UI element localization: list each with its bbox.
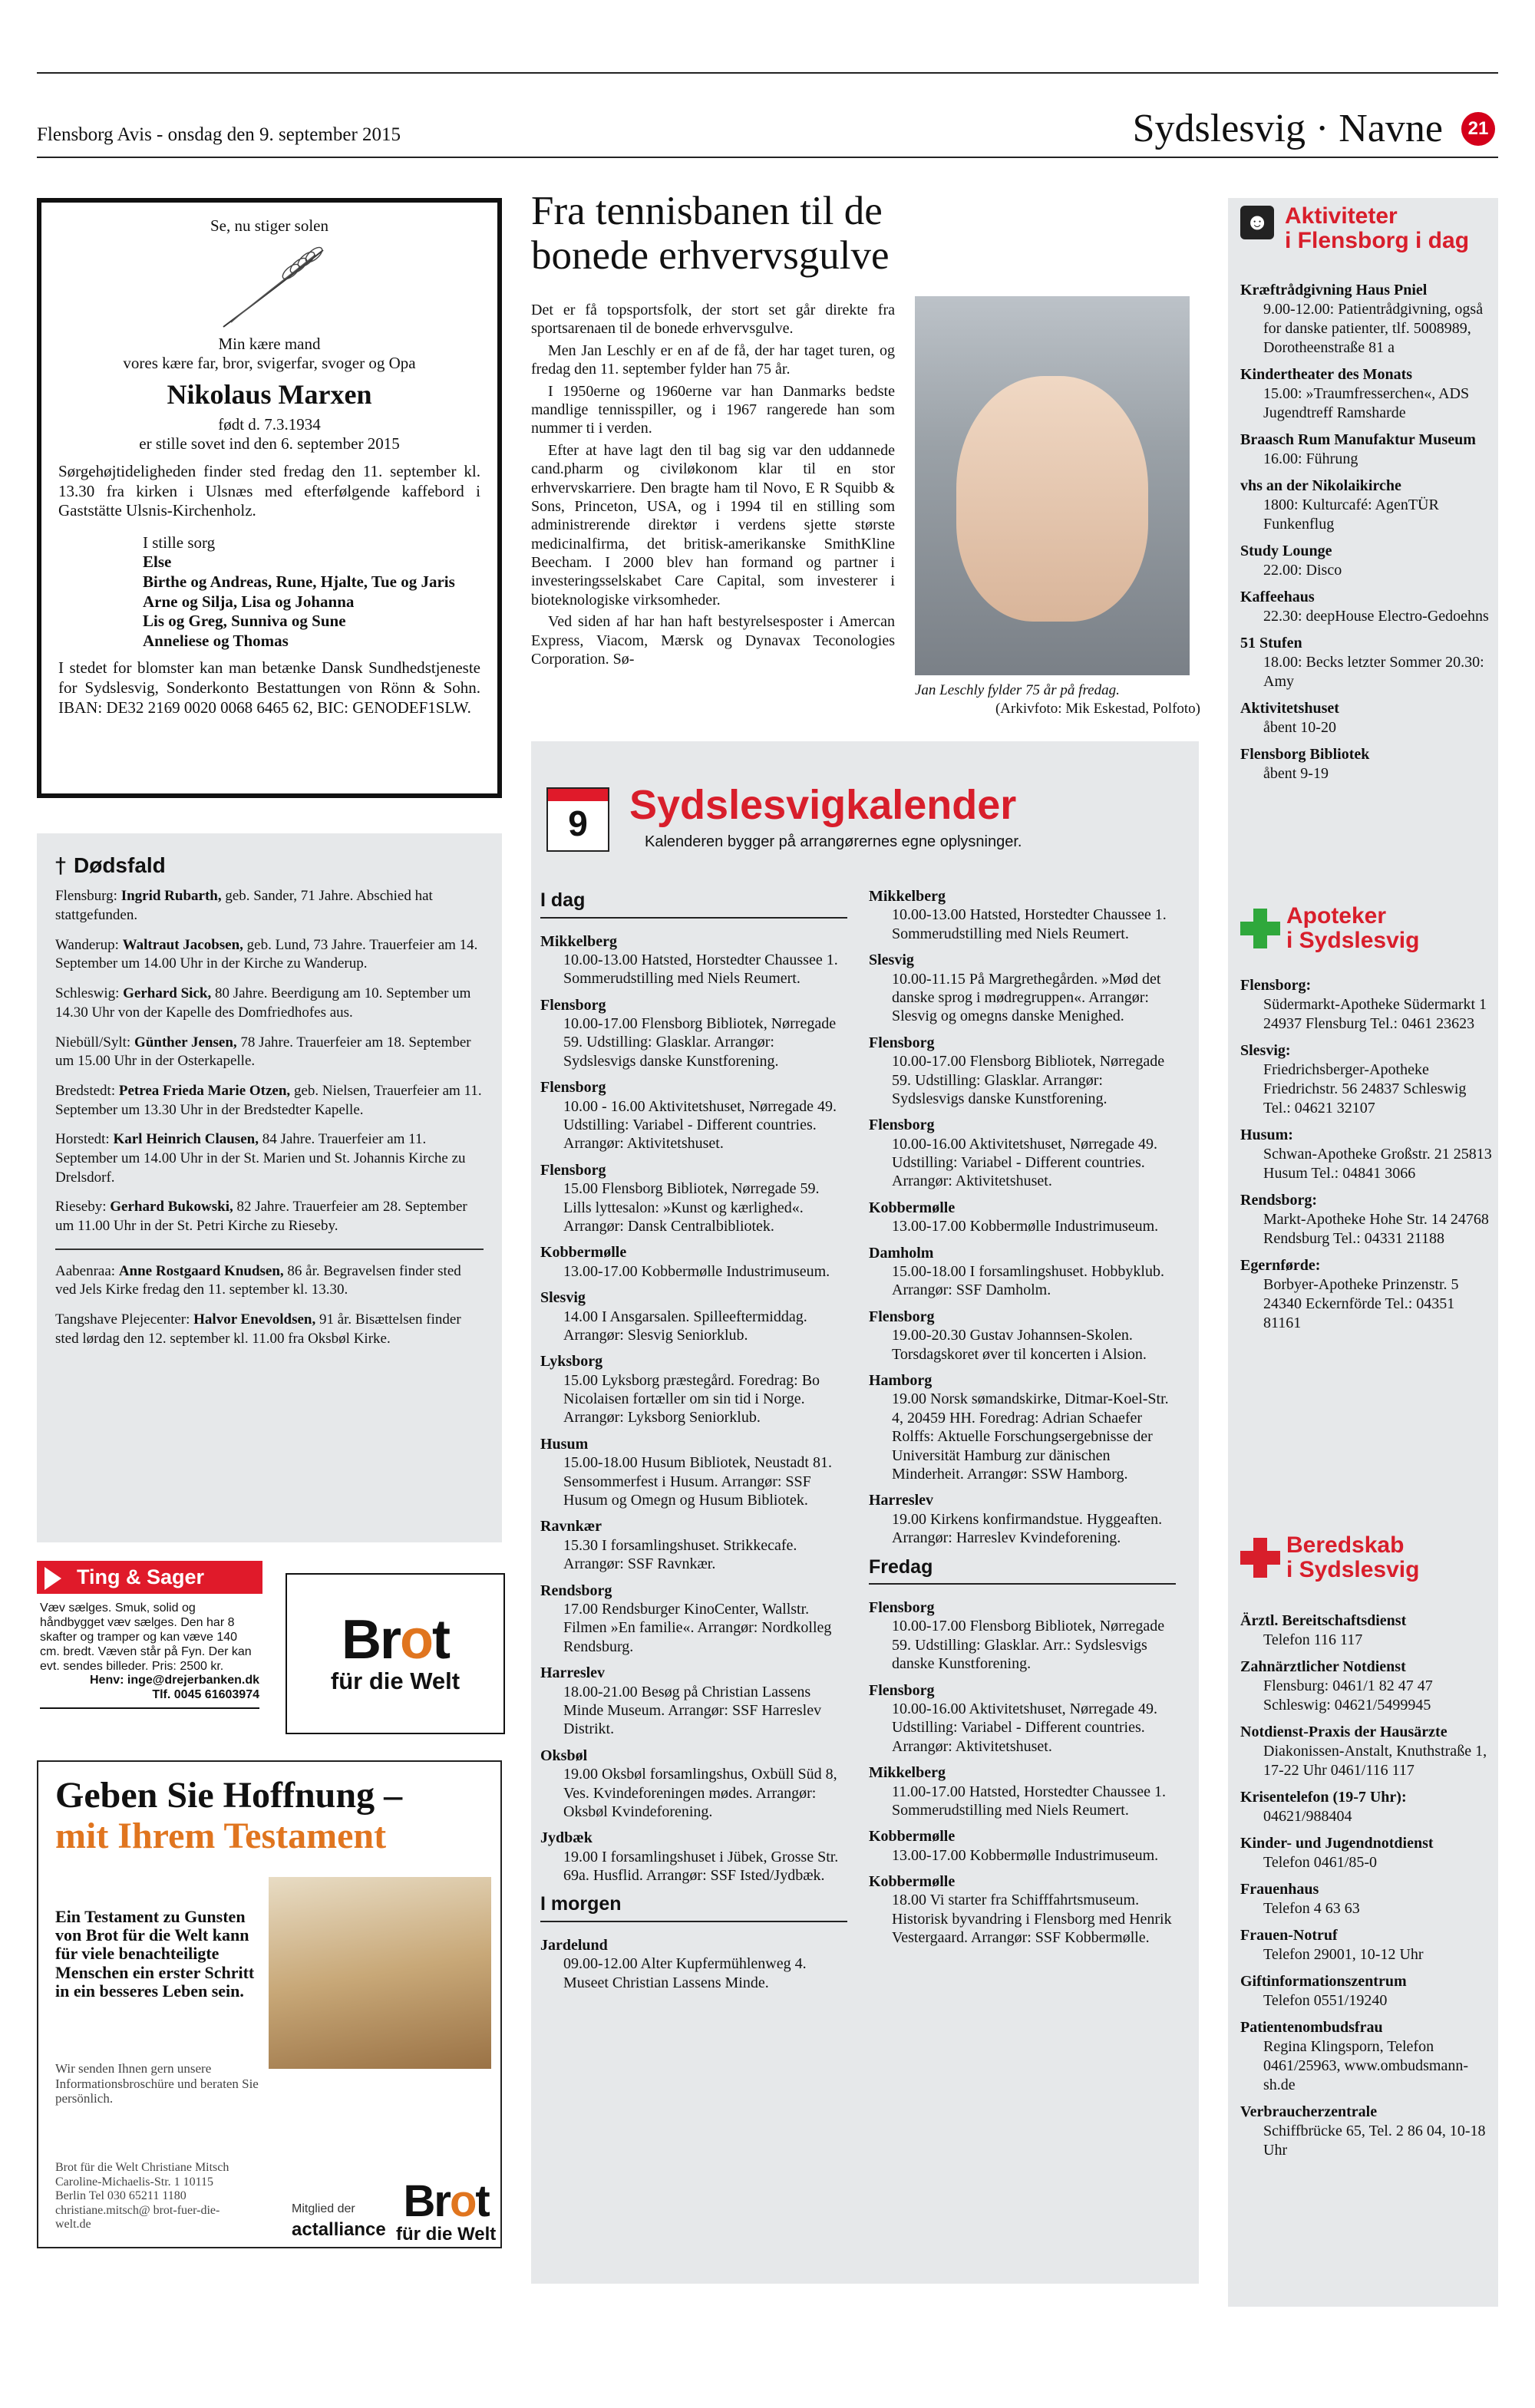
emergency-item: [1240, 1611, 1494, 1650]
testament-info: Wir senden Ihnen gern unsere Informationsbroschüre und beraten Sie persönlich.: [55, 2061, 259, 2106]
mourner: Lis og Greg, Sunniva og Sune: [143, 612, 346, 631]
event-place: Hamborg: [869, 1371, 933, 1389]
event-details: 09.00-12.00 Alter Kupfermühlenweg 4. Museet Christian Lassens Minde.: [563, 1955, 807, 1991]
event-place: Slesvig: [869, 952, 914, 969]
emergency-item-details: Diakonissen-Anstalt, Knuthstraße 1, 17-22 Uhr 0461/116 117: [1263, 1743, 1487, 1779]
cross-icon: †: [55, 853, 66, 878]
emergency-item: [1240, 2018, 1494, 2095]
article-paragraph: Efter at have lagt den til bag sig var den uddannede cand.pharm og civiløkonom klar til en stor erhvervskarriere. Den bragte ham til Novo, E R Squibb & Sons, Princeton, USA, og i 1994 til en stilling som administrerende direktør i verdens sjette største medicinalfirma, det britisk-amerikanske SmithKline Beecham. I 2000 blev han formand og partner i investeringsselskabet Care Capital, som investerer i bioteknologiske virksomheder.: [531, 441, 895, 609]
calendar-event: [540, 1582, 847, 1657]
mourner: Else: [143, 553, 172, 572]
calendar-event: [869, 1491, 1176, 1547]
activities-item: [1240, 430, 1494, 469]
calendar-day-heading: Fredag: [869, 1555, 1176, 1585]
member-label: Mitglied der: [292, 2202, 355, 2215]
emergency-item-details: Telefon 29001, 10-12 Uhr: [1263, 1946, 1424, 1963]
event-details: 10.00-16.00 Aktivitetshuset, Nørregade 49. Udstilling: Variabel - Different countries. Arrangør: Aktivitetshuset.: [892, 1135, 1158, 1190]
death-place: Aabenraa:: [55, 1262, 116, 1279]
brot-fuer-die-welt-ad: [286, 1573, 505, 1734]
event-place: Flensborg: [540, 996, 606, 1014]
funeral-service: Sørgehøjtideligheden finder sted fredag den 11. september kl. 13.30 fra kirken i Ulsnæs med efterfølgende kaffebord i Gaststätte Ulsnis-Kirchenholz.: [58, 461, 480, 520]
event-details: 19.00 I forsamlingshuset i Jübek, Grosse Str. 69a. Husflid. Arrangør: SSF Isted/Jydbæk.: [563, 1848, 839, 1885]
deaths-divider: [55, 1249, 484, 1250]
death-name: Gerhard Bukowski,: [110, 1199, 233, 1216]
event-place: Damholm: [869, 1244, 934, 1262]
activities-item-details: 15.00: »Traumfresserchen«, ADS Jugendtreff Ramsharde: [1263, 385, 1470, 421]
event-place: Flensborg: [540, 1161, 606, 1179]
info-sidebar: [1228, 198, 1498, 2307]
activities-item-details: 22.30: deepHouse Electro-Gedoehns: [1263, 608, 1489, 625]
deaths-list: [55, 887, 484, 1235]
calendar-day-heading: I dag: [540, 889, 847, 919]
death-name: Karl Heinrich Clausen,: [113, 1131, 259, 1148]
event-details: 18.00 Vi starter fra Schifffahrtsmuseum. Historisk byvandring i Flensborg med Henrik Vestergaard. Arrangør: SSF Kobbermølle.: [892, 1892, 1172, 1947]
death-details: 78 Jahre. Trauerfeier am 18. September um 15.00 Uhr in der Osterkapelle.: [55, 1034, 471, 1070]
activities-heading: Aktiviteter i Flensborg i dag: [1285, 203, 1470, 253]
donation-note: I stedet for blomster kan man betænke Dansk Sundhedstjeneste for Sydslesvig, Sonderkonto Bestattungen von Rönn & Sohn. IBAN: DE32 2169 0020 0068 6465 62, BIC: GENODEF1SLW.: [58, 658, 480, 717]
calendar-event: [540, 996, 847, 1071]
activities-item-details: 9.00-12.00: Patientrådgivning, også for danske patienter, tlf. 5008989, Dorotheenstraße 81 a: [1263, 301, 1484, 356]
death-details: 91 år. Bisættelsen finder sted lørdag den 12. september kl. 11.00 fra Oksbøl Kirke.: [55, 1311, 461, 1347]
wheat-icon: [208, 242, 331, 335]
masthead-date: Flensborg Avis - onsdag den 9. september 2015: [37, 124, 401, 145]
pharmacy-item-name: Egernførde:: [1240, 1257, 1321, 1274]
activities-item-name: Aktivitetshuset: [1240, 700, 1339, 717]
death-entry: [55, 1034, 484, 1071]
event-place: Mikkelberg: [869, 888, 946, 905]
death-place: Rieseby:: [55, 1199, 107, 1216]
emergency-item: [1240, 1972, 1494, 2011]
death-name: Halvor Enevoldsen,: [193, 1311, 316, 1328]
emergency-item-name: Patientenombudsfrau: [1240, 2019, 1383, 2036]
activities-item: [1240, 588, 1494, 626]
deaths-panel: [37, 833, 502, 1542]
emergency-item-name: Frauen-Notruf: [1240, 1927, 1338, 1944]
pharmacy-item-name: Slesvig:: [1240, 1042, 1291, 1059]
emergency-item: [1240, 1834, 1494, 1872]
calendar-event: [869, 887, 1176, 943]
pharmacy-item-details: Südermarkt-Apotheke Südermarkt 1 24937 Flensburg Tel.: 0461 23623: [1263, 996, 1487, 1032]
event-place: Flensborg: [869, 1117, 935, 1134]
death-details: geb. Sander, 71 Jahre. Abschied hat stattgefunden.: [55, 888, 433, 924]
actalliance-logo: actalliance: [292, 2219, 386, 2240]
event-place: Kobbermølle: [869, 1873, 956, 1891]
event-details: 10.00 - 16.00 Aktivitetshuset, Nørregade 49. Udstilling: Variabel - Different countries. Arrangør: Aktivitetshuset.: [563, 1097, 837, 1153]
death-entry: [55, 985, 484, 1022]
classified-heading: Ting & Sager: [37, 1561, 262, 1594]
death-details: 80 Jahre. Beerdigung am 10. September um 14.30 Uhr von der Kapelle des Domfriedhofes aus.: [55, 985, 471, 1021]
emergency-item-name: Kinder- und Jugendnotdienst: [1240, 1835, 1434, 1852]
mourner: Anneliese og Thomas: [143, 631, 289, 650]
calendar-event: [869, 1199, 1176, 1236]
calendar-title: Sydslesvigkalender: [629, 782, 1017, 828]
death-details: geb. Lund, 73 Jahre. Trauerfeier am 14. September um 14.00 Uhr in der Kirche zu Wanderup.: [55, 936, 478, 972]
testament-headline: Geben Sie Hoffnung – mit Ihrem Testament: [55, 1775, 403, 1856]
death-entry: [55, 1082, 484, 1120]
emergency-item-name: Frauenhaus: [1240, 1881, 1319, 1898]
event-details: 13.00-17.00 Kobbermølle Industrimuseum.: [563, 1262, 830, 1280]
calendar-event: [540, 1747, 847, 1822]
emergency-item-details: Flensburg: 0461/1 82 47 47 Schleswig: 04621/5499945: [1263, 1677, 1433, 1714]
activities-item-name: 51 Stufen: [1240, 635, 1302, 651]
emergency-item: [1240, 1723, 1494, 1780]
calendar-event: [869, 1827, 1176, 1865]
calendar-subtitle: Kalenderen bygger på arrangørernes egne oplysninger.: [645, 833, 1022, 850]
testament-text: Ein Testament zu Gunsten von Brot für die Welt kann für viele benachteiligte Menschen ein erster Schritt in ein besseres Leben sein.: [55, 1907, 255, 2001]
event-details: 19.00 Oksbøl forsamlingshus, Oxbüll Süd 8, Ves. Kvindeforeningen mødes. Arrangør: Oksbøl Kvindeforening.: [563, 1766, 837, 1820]
page-number-badge: 21: [1461, 112, 1495, 146]
activities-item: [1240, 281, 1494, 358]
death-name: Gerhard Sick,: [123, 985, 212, 1002]
calendar-event: [869, 1244, 1176, 1300]
event-details: 15.00 Lyksborg præstegård. Foredrag: Bo Nicolaisen fortæller om sin tid i Norge. Arrangør: Lyksborg Seniorklub.: [563, 1371, 820, 1427]
calendar-day-heading: I morgen: [540, 1892, 847, 1922]
emergency-item-name: Giftinformationszentrum: [1240, 1973, 1407, 1990]
pharmacy-item: [1240, 976, 1494, 1034]
testament-contact: Brot für die Welt Christiane Mitsch Caroline-Michaelis-Str. 1 10115 Berlin Tel 030 65211 1180 christiane.mitsch@ brot-fuer-die-welt.de: [55, 2161, 229, 2232]
emergency-item-details: Regina Klingsporn, Telefon 0461/25963, www.ombudsmann-sh.de: [1263, 2038, 1469, 2093]
event-details: 10.00-17.00 Flensborg Bibliotek, Nørregade 59. Udstilling: Glasklar. Arrangør: Sydslesvigs danske Kunstforening.: [563, 1015, 837, 1070]
pharmacy-cross-icon: [1240, 909, 1280, 948]
activities-item-details: åbent 10-20: [1263, 719, 1336, 736]
death-entry: [55, 936, 484, 974]
emergency-item: [1240, 1880, 1494, 1918]
emergency-item: [1240, 1658, 1494, 1715]
calendar-event: [540, 1288, 847, 1344]
event-place: Kobbermølle: [869, 1199, 956, 1216]
emergency-item-details: Telefon 0551/19240: [1263, 1992, 1388, 2009]
death-name: Petrea Frieda Marie Otzen,: [118, 1082, 291, 1099]
activities-item-details: åbent 9-19: [1263, 765, 1329, 782]
calendar-event: [869, 1872, 1176, 1948]
pharmacy-item: [1240, 1256, 1494, 1333]
emergency-item-name: Zahnärztlicher Notdienst: [1240, 1658, 1406, 1675]
article-paragraph: Men Jan Leschly er en af de få, der har taget turen, og fredag den 11. september fylder han 75 år.: [531, 341, 895, 378]
event-details: 18.00-21.00 Besøg på Christian Lassens Minde Museum. Arrangør: SSF Harreslev Distrikt.: [563, 1683, 822, 1738]
calendar-event: [869, 951, 1176, 1026]
activities-item-name: Kaffeehaus: [1240, 589, 1315, 605]
event-details: 17.00 Rendsburger KinoCenter, Wallstr. Filmen »En familie«. Arrangør: Nordkolleg Rendsburg.: [563, 1601, 832, 1655]
activities-item: [1240, 365, 1494, 423]
classified-body: [37, 1594, 262, 1717]
pharmacy-item-details: Borbyer-Apotheke Prinzenstr. 5 24340 Eckernförde Tel.: 04351 81161: [1263, 1276, 1459, 1331]
calendar-event: [540, 1517, 847, 1573]
calendar-event: [540, 932, 847, 988]
article-paragraph: Ved siden af har han haft bestyrelsesposter i Amercan Express, Viacom, Mærsk og Dynavax Teconologies Corporation. Sø-: [531, 613, 895, 668]
mourner: Birthe og Andreas, Rune, Hjalte, Tue og Jaris: [143, 572, 455, 591]
classified-text: Væv sælges. Smuk, solid og håndbygget væv sælges. Den har 8 skafter og tramper og kan væve 140 cm. bredt. Væven står på Fyn. Der kan evt. sendes billeder. Pris: 2500 kr.: [40, 1601, 252, 1673]
event-details: 13.00-17.00 Kobbermølle Industrimuseum.: [892, 1218, 1159, 1235]
event-place: Husum: [540, 1435, 589, 1453]
activities-item-details: 1800: Kulturcafé: AgenTÜR Funkenflug: [1263, 496, 1439, 533]
obituary-intro2: vores kære far, bror, svigerfar, svoger og Opa: [123, 354, 416, 373]
death-place: Wanderup:: [55, 936, 119, 953]
emergency-item-name: Verbraucherzentrale: [1240, 2103, 1378, 2120]
event-details: 19.00 Kirkens konfirmandstue. Hyggeaften. Arrangør: Harreslev Kvindeforening.: [892, 1510, 1163, 1547]
calendar-panel: [531, 741, 1199, 2284]
calendar-event: [869, 1371, 1176, 1483]
event-details: 13.00-17.00 Kobbermølle Industrimuseum.: [892, 1846, 1159, 1864]
event-details: 19.00 Norsk sømandskirke, Ditmar-Koel-Str. 4, 20459 HH. Foredrag: Adrian Schaefer Rolffs: Aktuelle Forschungsergebnisse der Universität Hamburg zur dänischen Minderheit. Arrangør: SSW Hamborg.: [892, 1390, 1169, 1483]
emergency-item-details: Schiffbrücke 65, Tel. 2 86 04, 10-18 Uhr: [1263, 2123, 1486, 2159]
activities-item: [1240, 477, 1494, 534]
event-place: Mikkelberg: [869, 1764, 946, 1782]
activities-item-details: 22.00: Disco: [1263, 562, 1342, 579]
deaths-title: Dødsfald: [74, 853, 166, 877]
calendar-event: [540, 1936, 847, 1992]
pharmacy-item-name: Flensborg:: [1240, 977, 1312, 994]
death-name: Waltraut Jacobsen,: [122, 936, 243, 953]
brot-logo-sub: für die Welt: [330, 1667, 460, 1694]
event-place: Harreslev: [540, 1664, 606, 1682]
event-details: 15.00 Flensborg Bibliotek, Nørregade 59. Lills lyttesalon: »Kunst og kærlighed«. Arrangør: Dansk Centralbibliotek.: [563, 1180, 820, 1235]
deaths-list-denmark: [55, 1262, 484, 1349]
event-details: 11.00-17.00 Hatsted, Horstedter Chaussee 1. Sommerudstilling med Niels Reumert.: [892, 1783, 1166, 1819]
article-paragraph: Det er få topsportsfolk, der stort set går direkte fra sportsarenaen til de bonede erhvervsgulve.: [531, 302, 895, 338]
death-entry: [55, 887, 484, 925]
activities-item-name: Flensborg Bibliotek: [1240, 746, 1370, 763]
death-date: er stille sovet ind den 6. september 2015: [139, 434, 400, 454]
emergency-item: [1240, 1788, 1494, 1826]
event-details: 19.00-20.30 Gustav Johannsen-Skolen. Torsdagskoret øver til koncerten i Alsion.: [892, 1327, 1147, 1363]
event-details: 15.30 I forsamlingshuset. Strikkecafe. Arrangør: SSF Ravnkær.: [563, 1536, 797, 1573]
event-details: 14.00 I Ansgarsalen. Spilleeftermiddag. Arrangør: Slesvig Seniorklub.: [563, 1308, 807, 1344]
event-place: Jydbæk: [540, 1829, 593, 1847]
pharmacy-item-details: Schwan-Apotheke Großstr. 21 25813 Husum Tel.: 04841 3066: [1263, 1146, 1492, 1182]
event-details: 10.00-16.00 Aktivitetshuset, Nørregade 49. Udstilling: Variabel - Different countries. Arrangør: Aktivitetshuset.: [892, 1700, 1158, 1755]
calendar-event: [540, 1352, 847, 1427]
pharmacy-item: [1240, 1126, 1494, 1183]
event-place: Flensborg: [540, 1079, 606, 1097]
article-headline: Fra tennisbanen til de bonede erhvervsgulve: [531, 189, 890, 279]
pharmacy-heading: Apoteker i Sydslesvig: [1286, 903, 1420, 953]
emergency-item-name: Krisentelefon (19-7 Uhr):: [1240, 1789, 1407, 1806]
emergency-item-details: Telefon 4 63 63: [1263, 1900, 1360, 1917]
pharmacy-item: [1240, 1041, 1494, 1118]
article-paragraph: I 1950erne og 1960erne var han Danmarks bedste mandlige tennisspiller, og i 1967 rangerede han som nummer ti i verden.: [531, 382, 895, 437]
event-details: 10.00-13.00 Hatsted, Horstedter Chaussee 1. Sommerudstilling med Niels Reumert.: [563, 951, 838, 988]
obituary-intro1: Min kære mand: [218, 334, 321, 353]
activities-item-name: vhs an der Nikolaikirche: [1240, 477, 1401, 494]
brot-logo: Brot: [342, 1609, 449, 1671]
event-place: Harreslev: [869, 1492, 934, 1509]
calendar-icon: 9: [546, 787, 609, 852]
event-details: 15.00-18.00 I forsamlingshuset. Hobbyklub. Arrangør: SSF Damholm.: [892, 1263, 1164, 1299]
top-rule: [37, 72, 1498, 74]
emergency-item-details: 04621/988404: [1263, 1808, 1352, 1825]
death-entry: [55, 1262, 484, 1300]
calendar-event: [540, 1078, 847, 1153]
event-details: 15.00-18.00 Husum Bibliotek, Neustadt 81. Sensommerfest i Husum. Arrangør: SSF Husum og Omegn og Husum Bibliotek.: [563, 1454, 832, 1509]
calendar-event: [540, 1243, 847, 1281]
event-details: 10.00-13.00 Hatsted, Horstedter Chaussee 1. Sommerudstilling med Niels Reumert.: [892, 906, 1167, 942]
emergency-item-details: Telefon 0461/85-0: [1263, 1854, 1378, 1871]
calendar-event: [540, 1435, 847, 1510]
event-place: Flensborg: [869, 1034, 935, 1051]
classified-ad: [37, 1561, 262, 1742]
activities-item-details: 18.00: Becks letzter Sommer 20.30: Amy: [1263, 654, 1484, 690]
emergency-item: [1240, 1926, 1494, 1964]
calendar-event: [869, 1308, 1176, 1364]
event-place: Flensborg: [869, 1308, 935, 1325]
calendar-event: [869, 1763, 1176, 1819]
event-details: 10.00-11.15 På Margrethegården. »Mød det danske sprog i mødregruppen«. Arrangør: Slesvig og omegns danske Menighed.: [892, 970, 1161, 1025]
pharmacy-item-name: Rendsborg:: [1240, 1192, 1318, 1209]
emergency-cross-icon: [1240, 1538, 1280, 1578]
section-title: Sydslesvig · Navne: [1132, 107, 1443, 150]
event-details: 10.00-17.00 Flensborg Bibliotek, Nørregade 59. Udstilling: Glasklar. Arrangør: Sydslesvigs danske Kunstforening.: [892, 1053, 1165, 1107]
activities-item: [1240, 542, 1494, 580]
calendar-event: [869, 1034, 1176, 1109]
death-entry: [55, 1130, 484, 1187]
event-place: Ravnkær: [540, 1518, 602, 1536]
pharmacy-item: [1240, 1191, 1494, 1249]
activities-item-name: Study Lounge: [1240, 543, 1332, 559]
deaths-heading: [55, 852, 484, 879]
activities-item-name: Kræftrådgivning Haus Pniel: [1240, 282, 1428, 299]
birth-date: født d. 7.3.1934: [218, 414, 321, 434]
death-place: Bredstedt:: [55, 1082, 116, 1099]
event-place: Oksbøl: [540, 1747, 588, 1764]
mourners-heading: I stille sorg: [143, 533, 216, 552]
event-place: Flensborg: [869, 1599, 935, 1616]
calendar-event: [869, 1598, 1176, 1674]
death-name: Günther Jensen,: [134, 1034, 237, 1051]
activities-list: [1240, 281, 1494, 791]
calendar-event: [540, 1664, 847, 1739]
event-place: Rendsborg: [540, 1582, 612, 1599]
emergency-list: [1240, 1611, 1494, 2168]
activities-item: [1240, 634, 1494, 691]
death-details: 86 år. Begravelsen finder sted ved Jels Kirke fredag den 11. september kl. 13.30.: [55, 1262, 461, 1298]
header-rule: [37, 157, 1498, 158]
event-details: 10.00-17.00 Flensborg Bibliotek, Nørregade 59. Udstilling: Glasklar. Arr.: Sydslesvigs danske Kunstforening.: [892, 1618, 1165, 1673]
mourner: Arne og Silja, Lisa og Johanna: [143, 592, 355, 611]
event-place: Kobbermølle: [540, 1244, 627, 1262]
article-body: [531, 301, 895, 671]
activities-item-details: 16.00: Führung: [1263, 450, 1358, 467]
children-photo: [269, 1877, 491, 2069]
calendar-event: [540, 1161, 847, 1236]
event-place: Slesvig: [540, 1289, 586, 1307]
emergency-item-name: Ärztl. Bereitschaftsdienst: [1240, 1612, 1407, 1629]
classified-email: Henv: inge@drejerbanken.dk: [90, 1674, 259, 1687]
death-details: 82 Jahre. Trauerfeier am 28. September um 11.00 Uhr in der St. Petri Kirche zu Rieseby.: [55, 1199, 467, 1235]
pharmacy-list: [1240, 976, 1494, 1341]
classified-rule: [40, 1707, 259, 1709]
death-entry: [55, 1198, 484, 1235]
activity-person-icon: ☻: [1240, 206, 1274, 239]
photo-caption: Jan Leschly fylder 75 år på fredag. (Arkivfoto: Mik Eskestad, Polfoto): [915, 682, 1200, 717]
brot-logo-small: Brot für die Welt: [396, 2176, 497, 2245]
event-place: Mikkelberg: [540, 932, 617, 950]
calendar-event: [869, 1116, 1176, 1191]
event-place: Kobbermølle: [869, 1828, 956, 1846]
activities-item-name: Braasch Rum Manufaktur Museum: [1240, 431, 1476, 448]
obituary-box: [37, 198, 502, 798]
pharmacy-item-details: Friedrichsberger-Apotheke Friedrichstr. 56 24837 Schleswig Tel.: 04621 32107: [1263, 1061, 1467, 1117]
event-place: Flensborg: [869, 1681, 935, 1699]
event-place: Lyksborg: [540, 1353, 603, 1371]
death-name: Ingrid Rubarth,: [120, 888, 222, 905]
emergency-item-name: Notdienst-Praxis der Hausärzte: [1240, 1724, 1448, 1740]
death-place: Schleswig:: [55, 985, 120, 1002]
death-place: Tangshave Plejecenter:: [55, 1311, 190, 1328]
deceased-name: Nikolaus Marxen: [167, 378, 372, 410]
activities-item: [1240, 745, 1494, 783]
activities-item: [1240, 699, 1494, 737]
death-place: Niebüll/Sylt:: [55, 1034, 131, 1051]
emergency-heading: Beredskab i Sydslesvig: [1286, 1532, 1420, 1582]
classified-phone: Tlf. 0045 61603974: [152, 1688, 259, 1702]
pharmacy-item-details: Markt-Apotheke Hohe Str. 14 24768 Rendsburg Tel.: 04331 21188: [1263, 1211, 1489, 1247]
mourners-list: [58, 533, 480, 651]
calendar-column-1: [540, 884, 847, 2000]
death-place: Horstedt:: [55, 1131, 110, 1148]
emergency-item: [1240, 2103, 1494, 2160]
calendar-column-2: [869, 887, 1176, 1955]
pharmacy-item-name: Husum:: [1240, 1126, 1293, 1143]
event-place: Jardelund: [540, 1936, 608, 1954]
testament-ad: [37, 1760, 502, 2248]
obituary-verse: Se, nu stiger solen: [210, 216, 328, 235]
activities-item-name: Kindertheater des Monats: [1240, 366, 1413, 383]
death-name: Anne Rostgaard Knudsen,: [118, 1262, 284, 1279]
calendar-event: [540, 1829, 847, 1885]
portrait-photo: [915, 296, 1190, 675]
death-details: 84 Jahre. Trauerfeier am 11. September um 14.00 Uhr in der St. Marien und St. Johannis Kirche zu Drelsdorf.: [55, 1131, 466, 1186]
death-details: geb. Nielsen, Trauerfeier am 11. September um 13.30 Uhr in der Bredstedter Kapelle.: [55, 1082, 482, 1118]
emergency-item-details: Telefon 116 117: [1263, 1631, 1363, 1648]
death-place: Flensburg:: [55, 888, 117, 905]
calendar-event: [869, 1681, 1176, 1757]
death-entry: [55, 1311, 484, 1348]
